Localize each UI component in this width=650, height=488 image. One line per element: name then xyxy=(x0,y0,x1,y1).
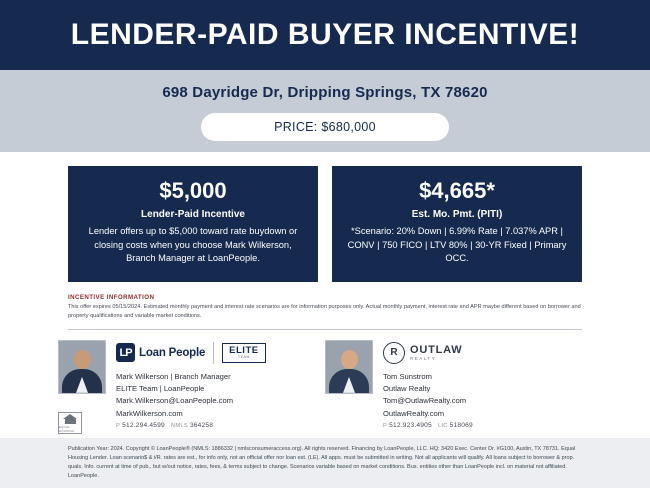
payment-label: Est. Mo. Pmt. (PITI) xyxy=(411,209,503,221)
agent-meta xyxy=(383,422,592,429)
agent-phone[interactable]: 512.923.4905 xyxy=(389,422,432,430)
lender-phone[interactable]: 512.294.4599 xyxy=(122,422,165,430)
elite-badge-title: ELITE xyxy=(229,345,259,356)
avatar-lender xyxy=(58,340,106,394)
lender-name-title: Mark Wilkerson | Branch Manager xyxy=(116,371,231,381)
agent-phone-label: P xyxy=(383,423,388,430)
agent-name: Tom Sunstrom xyxy=(383,371,432,381)
outlaw-logo-subtext: REALTY xyxy=(410,356,437,362)
contact-lender xyxy=(58,340,325,429)
legal-footer-text: Publication Year: 2024. Copyright © LoanPeople® (NMLS: 1886332 | nmlsconsumeraccess.org). All rights reserved. Financing by LoanPeople, LLC. HQ: 3420 Exec. Center Dr. #G100, Austin, TX 78731. Equal Housing Lender. Loan scenario$ & i/R. rates are est., for info only, not an official offer nor loan est. (LE). All apps. must be submitted in writing. Not all applicants will qualify. All loans subject to borrower & prop. quals. Info. current at time of pub., but w/out notice, rates, fees, & terms subject to change. Scenarios variable based on market conditions. Bus. entities other than LoanPeople incl. on material not affiliated. LoanPeople. xyxy=(68,445,576,479)
incentive-amount: $5,000 xyxy=(159,178,227,203)
lender-license-label: NMLS xyxy=(170,423,188,430)
agent-email[interactable]: Tom@OutlawRealty.com xyxy=(383,396,467,406)
lender-license-number: 364258 xyxy=(189,422,214,430)
incentive-disclosure xyxy=(0,282,650,321)
price-badge xyxy=(201,113,449,141)
agent-brand-row xyxy=(383,340,592,366)
disclosure-title: INCENTIVE INFORMATION xyxy=(68,294,155,301)
elite-badge-subtitle: TEAM xyxy=(237,354,250,359)
contact-agent xyxy=(325,340,592,429)
loanpeople-logo-text: Loan People xyxy=(139,346,206,359)
price-label: PRICE: $680,000 xyxy=(274,120,376,134)
legal-footer xyxy=(0,438,650,488)
page-title: LENDER-PAID BUYER INCENTIVE! xyxy=(70,18,580,51)
agent-website[interactable]: OutlawRealty.com xyxy=(383,408,445,418)
elite-team-badge xyxy=(222,343,265,363)
payment-card xyxy=(332,166,582,282)
payment-amount: $4,665* xyxy=(419,178,495,203)
incentive-description: Lender offers up to $5,000 toward rate buydown or closing costs when you choose Mark Wilkerson, Branch Manager at LoanPeople. xyxy=(88,226,298,264)
avatar-agent xyxy=(325,340,373,394)
lender-meta xyxy=(116,422,325,429)
outlaw-realty-logo xyxy=(383,342,462,364)
disclosure-body: This offer expires 05/15/2024. Estimated monthly payment and interest rate scenarios are for information purposes only. Actual monthly payment, interest rate and APR maybe different based on borrower and property qualifications and variable market conditions. xyxy=(68,304,581,319)
lender-website[interactable]: MarkWilkerson.com xyxy=(116,408,183,418)
equal-housing-caption: EQUAL HOUSING xyxy=(59,424,75,433)
highlight-cards xyxy=(0,152,650,282)
lender-phone-label: P xyxy=(116,423,121,430)
loanpeople-logo xyxy=(116,343,205,362)
lender-email[interactable]: Mark.Wilkerson@LoanPeople.com xyxy=(116,396,234,406)
payment-scenario: *Scenario: 20% Down | 6.99% Rate | 7.037% APR | CONV | 750 FICO | LTV 80% | 30-YR Fixed | Primary OCC. xyxy=(347,226,567,264)
incentive-card xyxy=(68,166,318,282)
lender-team: ELITE Team | LoanPeople xyxy=(116,384,205,394)
loanpeople-mark-icon: LP xyxy=(116,343,135,362)
address-band xyxy=(0,70,650,152)
agent-brokerage: Outlaw Realty xyxy=(383,384,431,394)
property-address: 698 Dayridge Dr, Dripping Springs, TX 78620 xyxy=(162,84,488,101)
outlaw-logo-text: OUTLAW xyxy=(410,344,463,357)
lender-brand-row xyxy=(116,340,325,366)
brand-divider xyxy=(213,342,214,364)
contacts-section xyxy=(0,330,650,429)
incentive-label: Lender-Paid Incentive xyxy=(141,209,245,221)
agent-license-number: 518069 xyxy=(449,422,473,430)
agent-license-label: LIC xyxy=(437,423,448,430)
outlaw-mark-icon: R xyxy=(383,342,405,364)
header-banner xyxy=(0,0,650,70)
equal-housing-icon xyxy=(58,412,82,434)
